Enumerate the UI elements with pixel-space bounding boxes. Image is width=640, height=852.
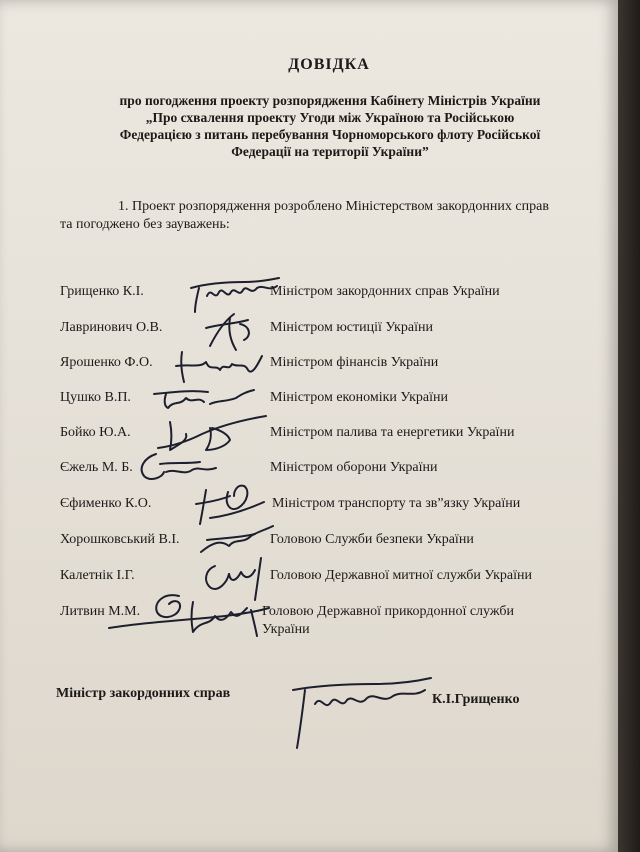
approver-name: Хорошковський В.І.	[60, 532, 180, 547]
approver-name: Цушко В.П.	[60, 390, 131, 405]
approver-name: Литвин М.М.	[60, 604, 141, 619]
approver-position: Міністром палива та енергетики України	[270, 425, 515, 440]
approval-row	[0, 390, 618, 410]
approval-row	[0, 568, 618, 588]
document-title: ДОВІДКА	[288, 56, 370, 73]
approver-position: Головою Державної митної служби України	[270, 568, 532, 583]
subtitle-line: про погодження проекту розпорядження Кабінету Міністрів України	[119, 93, 541, 108]
approver-name: Єфименко К.О.	[60, 496, 152, 511]
signature-tsushko	[150, 384, 260, 412]
signer-title: Міністр закордонних справ	[56, 686, 231, 701]
approver-name: Бойко Ю.А.	[60, 425, 131, 440]
approval-row	[0, 284, 618, 304]
approver-name: Калетнік І.Г.	[60, 568, 135, 583]
approver-name: Грищенко К.І.	[60, 284, 144, 299]
approver-name: Ярошенко Ф.О.	[60, 355, 153, 370]
approver-position: Міністром закордонних справ України	[270, 284, 500, 299]
approval-row	[0, 355, 618, 375]
approval-row	[0, 425, 618, 445]
page-edge-shadow	[618, 0, 640, 852]
approver-name: Лавринович О.В.	[60, 320, 163, 335]
subtitle-line: Федерацією з питань перебування Чорноморського флоту Російської	[119, 127, 541, 142]
document-subtitle	[80, 92, 580, 160]
approver-position-line: Головою Державної прикордонної служби	[262, 604, 514, 619]
approver-position: Міністром транспорту та зв”язку України	[272, 496, 521, 511]
signature-minister-final	[285, 672, 435, 752]
approval-row	[0, 532, 618, 552]
approver-name: Єжель М. Б.	[60, 460, 133, 475]
paragraph-line: та погоджено без зауважень:	[60, 217, 230, 232]
signature-yaroshenko	[170, 346, 266, 386]
subtitle-line: Федерації на території України”	[231, 144, 429, 159]
signature-lytvyn	[105, 590, 275, 642]
approver-position: Головою Служби безпеки України	[270, 532, 474, 547]
approval-row	[0, 496, 618, 516]
approver-position-line: України	[262, 622, 310, 637]
approver-position: Міністром фінансів України	[270, 355, 439, 370]
signer-name: К.І.Грищенко	[432, 692, 520, 707]
paragraph-line: 1. Проект розпорядження розроблено Міністерством закордонних справ	[118, 199, 549, 214]
approval-row	[0, 604, 618, 644]
intro-paragraph	[60, 198, 580, 234]
approver-position: Міністром оборони України	[270, 460, 438, 475]
approval-row	[0, 320, 618, 340]
approval-row	[0, 460, 618, 480]
signature-grishchenko	[185, 274, 285, 314]
approver-position: Міністром юстиції України	[270, 320, 433, 335]
subtitle-line: „Про схвалення проекту Угоди між Україною та Російською	[145, 110, 515, 125]
approver-position: Міністром економіки України	[270, 390, 448, 405]
